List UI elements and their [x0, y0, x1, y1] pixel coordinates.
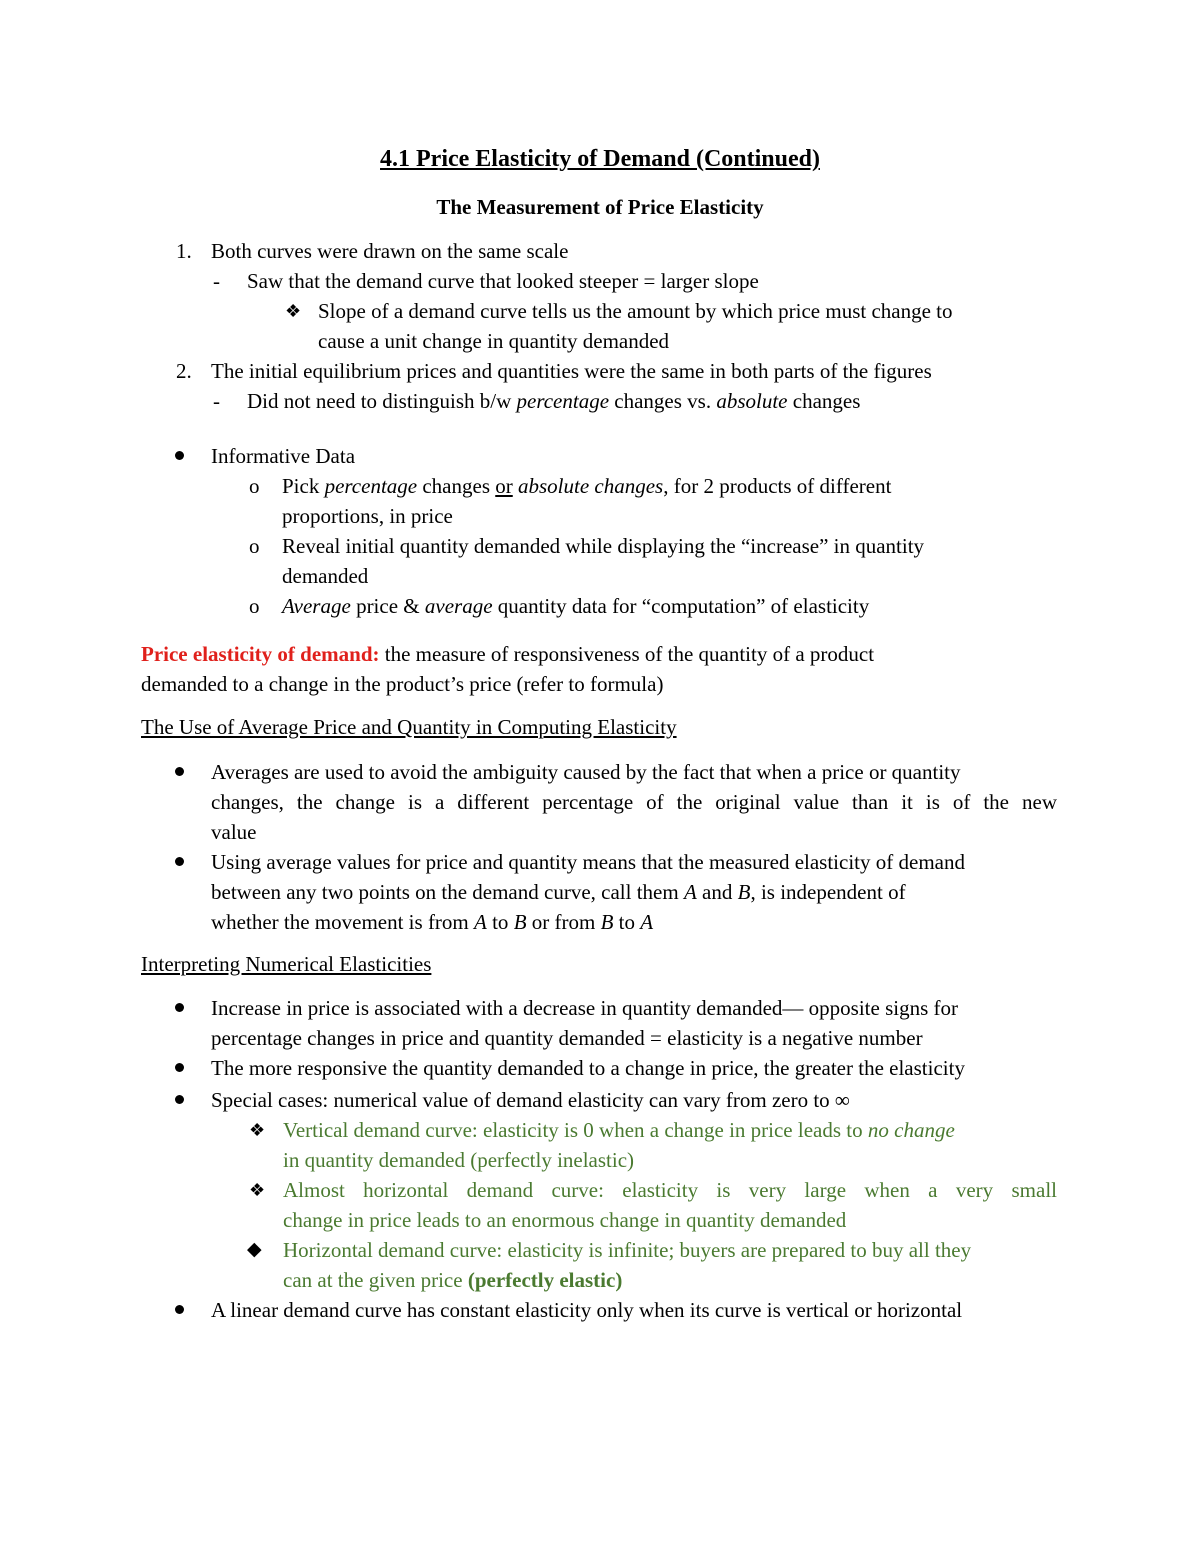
special-case-text: change in price leads to an enormous change in quantity demanded: [283, 1208, 847, 1232]
special-case-continued: [0, 1265, 1200, 1295]
special-case-item: [0, 1235, 1200, 1265]
list-item-continued: [0, 907, 1200, 937]
dash-text: Did not need to distinguish b/w percentage changes vs. absolute changes: [247, 389, 861, 413]
list-item-2: [0, 356, 1200, 386]
list-item-text: Both curves were drawn on the same scale: [211, 239, 569, 263]
sub-item-text: Reveal initial quantity demanded while displaying the “increase” in quantity: [282, 534, 925, 558]
dash-text: Saw that the demand curve that looked steeper = larger slope: [247, 269, 759, 293]
special-case-text: Horizontal demand curve: elasticity is infinite; buyers are prepared to buy all they: [283, 1238, 972, 1262]
special-case-text: can at the given price (perfectly elastic): [283, 1268, 623, 1292]
dash-marker: -: [213, 269, 220, 293]
list-item-text: The more responsive the quantity demanded to a change in price, the greater the elasticity: [211, 1056, 965, 1080]
definition-term: Price elasticity of demand:: [141, 642, 380, 666]
list-number: 2.: [176, 359, 192, 383]
bullet-icon: [175, 857, 184, 866]
list-item-text: value: [211, 820, 257, 844]
list-item: [0, 993, 1200, 1023]
document-subtitle: The Measurement of Price Elasticity: [436, 195, 764, 219]
sub-item: [0, 471, 1200, 501]
circle-marker: o: [249, 474, 260, 498]
list-item-continued: [0, 877, 1200, 907]
definition-text: demanded to a change in the product’s price (refer to formula): [141, 672, 664, 696]
special-case-continued: [0, 1145, 1200, 1175]
list-item-text: changes, the change is a different percentage of the original value than it is of the new: [211, 790, 1057, 814]
definition-text: Price elasticity of demand: the measure of responsiveness of the quantity of a product: [141, 642, 875, 666]
list-number: 1.: [176, 239, 192, 263]
diamond-text: Slope of a demand curve tells us the amount by which price must change to: [318, 299, 953, 323]
numbered-list: [0, 236, 1200, 416]
list-item-1: [0, 236, 1200, 266]
dash-item: [0, 386, 1200, 416]
list-item: [0, 1085, 1200, 1115]
list-item-text: Informative Data: [211, 444, 356, 468]
list-item: [0, 757, 1200, 787]
interpreting-bullet-list: [0, 993, 1200, 1325]
sub-item-text: Pick percentage changes or absolute changes, for 2 products of different: [282, 474, 892, 498]
list-item: [0, 1053, 1200, 1083]
informative-data-list: [0, 441, 1200, 621]
section-heading-interpreting: Interpreting Numerical Elasticities: [141, 952, 432, 976]
special-case-text: in quantity demanded (perfectly inelastic): [283, 1148, 635, 1172]
list-item-text: between any two points on the demand curve, call them A and B, is independent of: [211, 880, 906, 904]
list-item-continued: [0, 1023, 1200, 1053]
list-item: [0, 441, 1200, 471]
bullet-icon: [175, 1305, 184, 1314]
list-item-text: percentage changes in price and quantity demanded = elasticity is a negative number: [211, 1026, 923, 1050]
definition-paragraph: [0, 639, 1200, 699]
sub-item-text: proportions, in price: [282, 504, 453, 528]
bullet-icon: [175, 451, 184, 460]
special-case-text: Vertical demand curve: elasticity is 0 when a change in price leads to no change: [283, 1118, 955, 1142]
section-heading-average: The Use of Average Price and Quantity in Computing Elasticity: [141, 715, 677, 739]
special-case-item: [0, 1175, 1200, 1205]
list-item: [0, 1295, 1200, 1325]
special-case-continued: [0, 1205, 1200, 1235]
dash-item: [0, 266, 1200, 296]
diamond-text: cause a unit change in quantity demanded: [318, 329, 670, 353]
definition-line: [0, 639, 1200, 669]
solid-diamond-icon: ◆: [247, 1239, 262, 1260]
sub-item-continued: [0, 561, 1200, 591]
four-diamond-icon: ❖: [249, 1120, 266, 1140]
diamond-item: [0, 296, 1200, 326]
list-item-text: Special cases: numerical value of demand elasticity can vary from zero to ∞: [211, 1088, 850, 1112]
sub-item: [0, 531, 1200, 561]
list-item-text: Averages are used to avoid the ambiguity caused by the fact that when a price or quantity: [211, 760, 961, 784]
list-item-continued: [0, 787, 1200, 817]
bullet-icon: [175, 1063, 184, 1072]
sub-item-text: demanded: [282, 564, 369, 588]
list-item-text: A linear demand curve has constant elasticity only when its curve is vertical or horizontal: [211, 1298, 963, 1322]
diamond-item-continued: [0, 326, 1200, 356]
circle-marker: o: [249, 594, 260, 618]
list-item-text: Using average values for price and quantity means that the measured elasticity of demand: [211, 850, 965, 874]
document-title: 4.1 Price Elasticity of Demand (Continued): [380, 146, 820, 172]
circle-marker: o: [249, 534, 260, 558]
dash-marker: -: [213, 389, 220, 413]
sub-item-continued: [0, 501, 1200, 531]
bullet-icon: [175, 1003, 184, 1012]
bullet-icon: [175, 767, 184, 776]
definition-line: [0, 669, 1200, 699]
list-item-text: whether the movement is from A to B or from B to A: [211, 910, 654, 934]
list-item-continued: [0, 817, 1200, 847]
list-item-text: Increase in price is associated with a decrease in quantity demanded— opposite signs for: [211, 996, 959, 1020]
four-diamond-icon: ❖: [249, 1180, 266, 1200]
special-case-item: [0, 1115, 1200, 1145]
sub-item: [0, 591, 1200, 621]
list-item-text: The initial equilibrium prices and quantities were the same in both parts of the figures: [211, 359, 932, 383]
average-bullet-list: [0, 757, 1200, 937]
bullet-icon: [175, 1095, 184, 1104]
special-case-text: Almost horizontal demand curve: elasticity is very large when a very small: [283, 1178, 1057, 1202]
list-item: [0, 847, 1200, 877]
four-diamond-icon: ❖: [285, 301, 302, 321]
sub-item-text: Average price & average quantity data for “computation” of elasticity: [282, 594, 870, 618]
